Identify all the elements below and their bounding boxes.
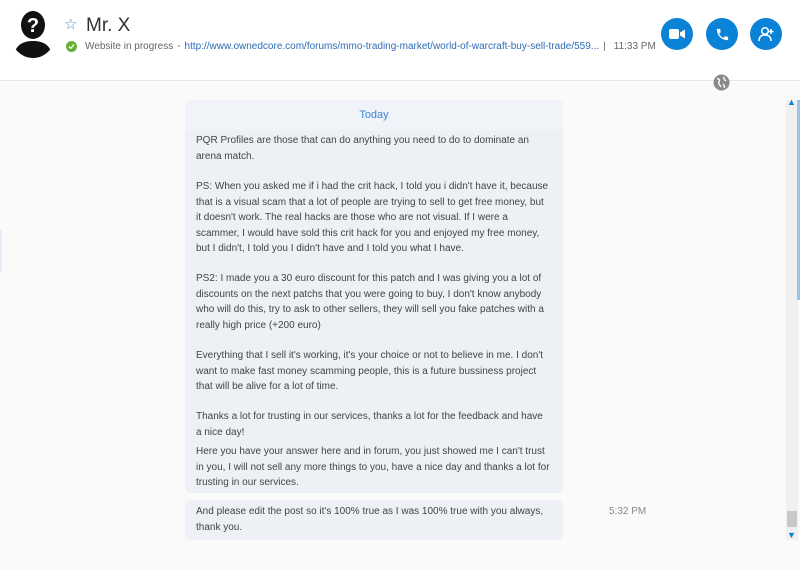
question-silhouette-icon <box>10 8 56 58</box>
conversation-header <box>0 0 800 81</box>
message-paragraph: PS: When you asked me if i had the crit hack, I told you i didn't have it, because that is a visual scam that a lot of people are trying to sell to get free money, but it doesn't work. The real hacks are those who are not visual. If I were a scammer, I would have sold this crit hack for you and enjoyed my free money, but I didn't, I told you I didn't have and I told you what I have. <box>196 181 549 254</box>
star-icon[interactable]: ☆ <box>64 16 78 33</box>
chevron-down-icon[interactable]: ▼ <box>787 530 796 540</box>
message-paragraph: Here you have your answer here and in forum, you just showed me I can't trust in you, I will not sell any more things to you, have a nice day and thanks a lot for trusting in our services. <box>196 446 550 488</box>
video-camera-icon <box>669 28 685 40</box>
status-time: 11:33 PM <box>613 40 656 52</box>
message-paragraph: PS2: I made you a 30 euro discount for this patch and I was giving you a lot of discounts on the next patchs that you were going to buy, I don't know anybody who will do this, try to ask to other sellers, they will sell you fake patches with a really high price (+200 euro) <box>196 273 544 331</box>
online-check-icon <box>66 41 77 52</box>
message-time: 5:32 PM <box>609 506 647 517</box>
scrollbar-thumb[interactable] <box>787 511 797 527</box>
phone-icon <box>715 27 730 42</box>
svg-text:?: ? <box>26 15 40 37</box>
status-separator: - <box>177 40 181 52</box>
message-paragraph: Everything that I sell it's working, it's your choice or not to believe in me. I don't want to make fast money scamming people, this is a future bussiness project that will be alive for a lot of time. <box>196 350 544 392</box>
contact-avatar[interactable] <box>10 8 56 58</box>
message-bubble[interactable] <box>185 500 563 540</box>
globe-icon[interactable] <box>713 74 730 91</box>
video-call-button[interactable] <box>661 18 693 50</box>
add-person-icon <box>757 26 775 42</box>
message-bubble[interactable] <box>185 100 563 493</box>
message-paragraph: PQR Profiles are those that can do anything you need to do to dominate an arena match. <box>196 135 529 162</box>
status-message: Website in progress <box>85 40 174 52</box>
status-pipe: | <box>603 40 606 52</box>
message-paragraph: Thanks a lot for trusting in our services, thanks a lot for the feedback and have a nice day! <box>196 411 543 438</box>
status-row <box>66 39 656 53</box>
status-link[interactable]: http://www.ownedcore.com/forums/mmo-trading-market/world-of-warcraft-buy-sell-trade/559... <box>184 40 600 52</box>
contact-name: Mr. X <box>86 15 131 36</box>
chevron-up-icon[interactable]: ▲ <box>787 97 796 107</box>
date-divider: Today <box>185 100 563 130</box>
left-edge-highlight <box>0 230 2 272</box>
add-participant-button[interactable] <box>750 18 782 50</box>
message-paragraph: And please edit the post so it's 100% true as I was 100% true with you always, thank you. <box>196 506 544 533</box>
audio-call-button[interactable] <box>706 18 738 50</box>
